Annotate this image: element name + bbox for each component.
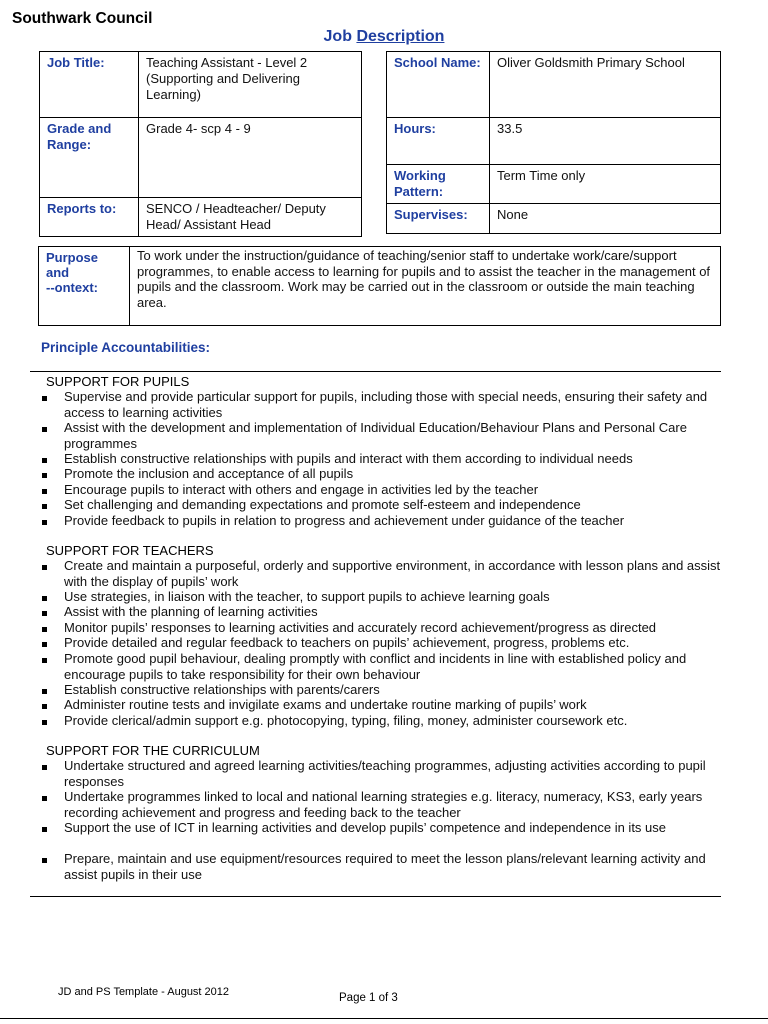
footer-template-label: JD and PS Template - August 2012 [58,986,230,998]
list-item: Use strategies, in liaison with the teacher, to support pupils to achieve learning goals [64,589,550,604]
list-item: Establish constructive relationships with parents/carers [64,682,380,697]
section-title-curriculum: SUPPORT FOR THE CURRICULUM [46,743,260,758]
document-title [0,28,768,46]
title-description: Description [356,28,445,45]
school-name-value: Oliver Goldsmith Primary School [490,52,721,118]
purpose-label-line2: and [46,265,70,280]
grade-label: Grade and Range: [40,118,139,198]
purpose-text: To work under the instruction/guidance of teaching/senior staff to undertake work/care/support programmes, to enable access to learning for pupils and to assist the teacher in the management of pupils and the classroom. Work may be carried out in the classroom or outside the main teaching area. [130,247,721,326]
list-item: Provide detailed and regular feedback to teachers on pupils’ achievement, progress, problems etc. [64,635,630,650]
job-info-table-left [39,51,362,237]
list-item: Administer routine tests and invigilate exams and undertake routine marking of pupils’ work [64,697,587,712]
working-pattern-label: Working Pattern: [387,165,490,204]
list-item: Promote good pupil behaviour, dealing promptly with conflict and incidents in line with established policy and encourage pupils to take responsibility for their own behaviour [64,651,687,682]
reports-to-label: Reports to: [40,198,139,237]
bullet-icon [42,642,47,647]
organisation-name: Southwark Council [12,10,153,27]
bullet-icon [42,489,47,494]
grade-value: Grade 4- scp 4 - 9 [139,118,362,198]
list-item: Assist with the development and implementation of Individual Education/Behaviour Plans and Personal Care programmes [64,420,687,451]
hours-label: Hours: [387,118,490,165]
hours-value: 33.5 [490,118,721,165]
bullet-icon [42,458,47,463]
list-item: Prepare, maintain and use equipment/resources required to meet the lesson plans/relevant learning activity and assist pupils in their use [64,851,706,882]
top-divider [30,371,721,372]
purpose-label-line1: Purpose [46,250,99,265]
job-info-table-right [386,51,721,234]
list-item: Set challenging and demanding expectations and promote self-esteem and independence [64,497,581,512]
supervises-value: None [490,204,721,234]
list-item: Promote the inclusion and acceptance of all pupils [64,466,354,481]
section-title-pupils: SUPPORT FOR PUPILS [46,374,190,389]
bullet-icon [42,596,47,601]
working-pattern-value: Term Time only [490,165,721,204]
bullet-icon [42,396,47,401]
list-item: Provide clerical/admin support e.g. photocopying, typing, filing, money, administer coursework etc. [64,713,628,728]
page-number: Page 1 of 3 [339,992,398,1004]
bullet-icon [42,504,47,509]
bottom-divider [30,896,721,897]
list-item: Monitor pupils’ responses to learning activities and accurately record achievement/progress as directed [64,620,657,635]
list-item: Undertake programmes linked to local and national learning strategies e.g. literacy, numeracy, KS3, early years recording achievement and progress and feeding back to the teacher [64,789,703,820]
purpose-table [38,246,721,326]
bullet-icon [42,658,47,663]
list-item: Create and maintain a purposeful, orderly and supportive environment, in accordance with lesson plans and assist with the display of pupils’ work [64,558,721,589]
bullet-icon [42,796,47,801]
list-item: Provide feedback to pupils in relation to progress and achievement under guidance of the teacher [64,513,625,528]
bullet-icon [42,611,47,616]
footer-divider [0,1018,768,1019]
bullet-icon [42,520,47,525]
supervises-label: Supervises: [387,204,490,234]
bullet-icon [42,627,47,632]
job-title-value: Teaching Assistant - Level 2 (Supporting and Delivering Learning) [139,52,362,118]
list-item: Undertake structured and agreed learning activities/teaching programmes, adjusting activities according to pupil responses [64,758,706,789]
bullet-icon [42,689,47,694]
title-job: Job [323,28,352,45]
job-title-label: Job Title: [40,52,139,118]
bullet-icon [42,473,47,478]
school-name-label: School Name: [387,52,490,118]
bullet-icon [42,720,47,725]
list-item: Assist with the planning of learning activities [64,604,318,619]
list-item: Encourage pupils to interact with others and engage in activities led by the teacher [64,482,539,497]
bullet-icon [42,704,47,709]
purpose-label [39,247,130,326]
list-item: Support the use of ICT in learning activities and develop pupils’ competence and independence in its use [64,820,666,835]
bullet-icon [42,827,47,832]
list-item: Establish constructive relationships with pupils and interact with them according to individual needs [64,451,633,466]
bullet-icon [42,858,47,863]
bullet-icon [42,565,47,570]
bullet-icon [42,427,47,432]
list-item: Supervise and provide particular support for pupils, including those with special needs, ensuring their safety and access to learning activities [64,389,708,420]
purpose-label-line3: --ontext: [46,280,98,295]
section-title-teachers: SUPPORT FOR TEACHERS [46,543,214,558]
bullet-icon [42,765,47,770]
accountabilities-heading: Principle Accountabilities: [41,340,211,355]
reports-to-value: SENCO / Headteacher/ Deputy Head/ Assistant Head [139,198,362,237]
